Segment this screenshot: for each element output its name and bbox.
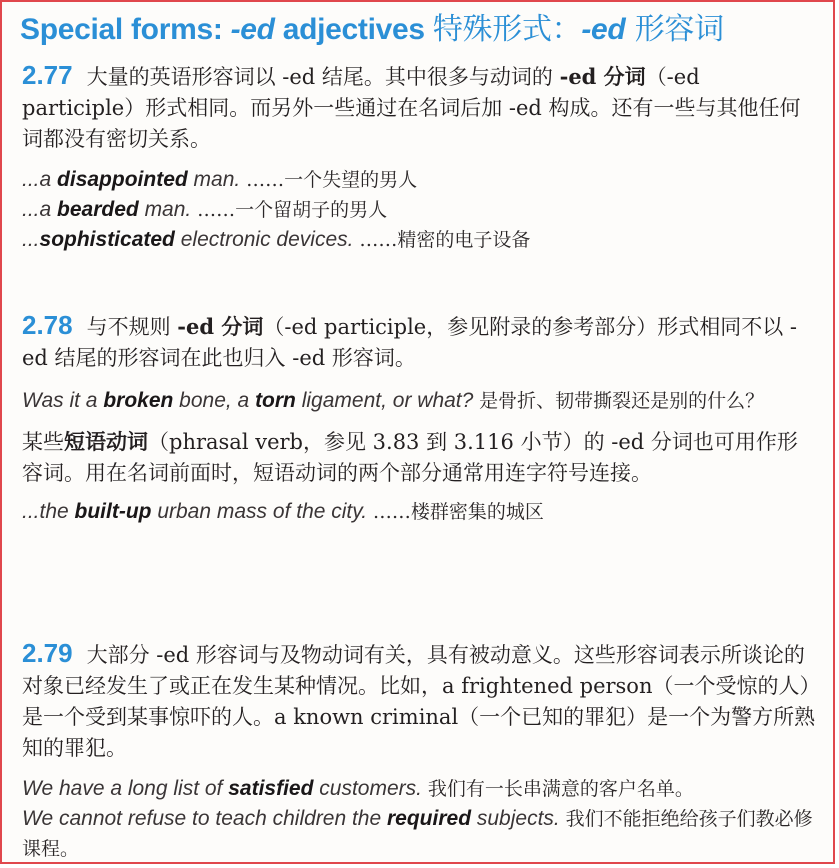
example-line: ...a bearded man. ……一个留胡子的男人: [22, 198, 388, 221]
example-list: [22, 165, 817, 255]
phrasal-verb-paragraph: 某些短语动词（phrasal verb，参见 3.83 到 3.116 小节）的 -ed 分词也可用作形容词。用在名词前面时，短语动词的两个部分通常用连字符号连接。: [22, 429, 798, 485]
section-2-78-paragraph: 2.78 与不规则 -ed 分词（-ed participle，参见附录的参考部分）形式相同不以 -ed 结尾的形容词在此也归入 -ed 形容词。: [22, 310, 798, 370]
section-2-77: [22, 60, 817, 255]
page-title: Special forms: -ed adjectives 特殊形式：-ed 形容词: [20, 12, 724, 47]
section-2-79: [22, 638, 817, 864]
example-line: ...a disappointed man. ……一个失望的男人: [22, 168, 418, 191]
section-number: 2.79: [22, 638, 73, 668]
example-line: ...sophisticated electronic devices. ……精密的电子设备: [22, 228, 531, 251]
example-line: We have a long list of satisfied customers. 我们有一长串满意的客户名单。: [22, 777, 694, 800]
example-line: Was it a broken bone, a torn ligament, or what? 是骨折、韧带撕裂还是别的什么？: [22, 389, 765, 412]
example-line: We cannot refuse to teach children the required subjects. 我们不能拒绝给孩子们教必修课程。: [22, 807, 813, 860]
section-2-79-paragraph: 2.79 大部分 -ed 形容词与及物动词有关，具有被动意义。这些形容词表示所谈论的对象已经发生了或正在发生某种情况。比如，a frightened person（一个受惊的人）是一个受到某事惊吓的人。a known criminal（一个已知的罪犯）是一个为警方所熟知的罪犯。: [22, 638, 816, 760]
section-2-77-paragraph: 2.77 大量的英语形容词以 -ed 结尾。其中很多与动词的 -ed 分词（-ed participle）形式相同。而另外一些通过在名词后加 -ed 构成。还有一些与其他任何词都没有密切关系。: [22, 60, 801, 151]
section-2-78: [22, 310, 817, 527]
section-number: 2.77: [22, 60, 73, 90]
example-line: ...the built-up urban mass of the city. ……楼群密集的城区: [22, 500, 544, 523]
section-number: 2.78: [22, 310, 73, 340]
